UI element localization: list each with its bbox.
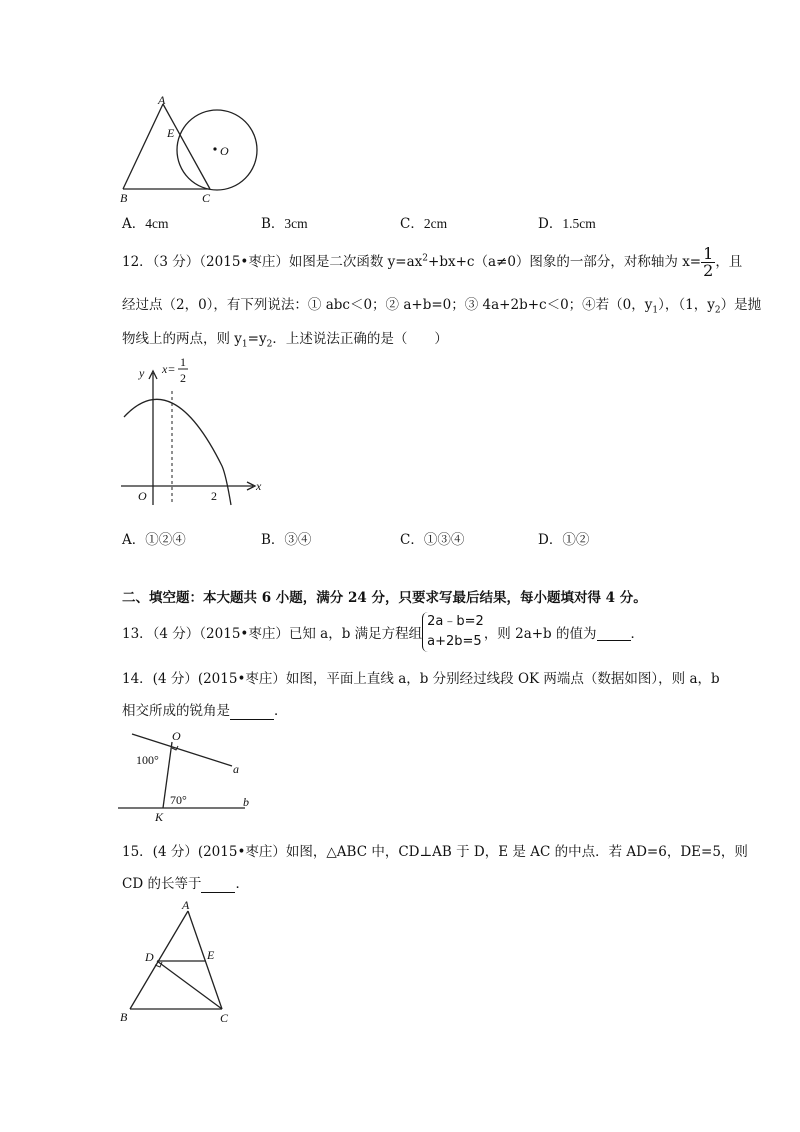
frac-num: 1 bbox=[703, 244, 714, 263]
label-d: D bbox=[145, 950, 154, 964]
q11-option-c bbox=[400, 212, 447, 232]
equation-system bbox=[422, 612, 484, 652]
option-text: ①②④ bbox=[145, 532, 186, 548]
option-label: D． bbox=[538, 532, 563, 548]
label-den: 2 bbox=[180, 371, 186, 385]
label-angle-70: 70° bbox=[170, 793, 187, 807]
label-c: C bbox=[202, 191, 211, 205]
label-b: B bbox=[120, 1010, 128, 1024]
q12-option-b bbox=[261, 528, 311, 548]
equation-2: a+2b=5 bbox=[427, 634, 482, 649]
option-text: 2cm bbox=[423, 216, 448, 231]
q12-line-3 bbox=[122, 327, 448, 350]
option-text: 1.5cm bbox=[562, 216, 596, 231]
label-k: K bbox=[155, 810, 164, 824]
q11-option-d bbox=[538, 212, 596, 232]
q15-end: ． bbox=[235, 876, 249, 892]
q12-fraction bbox=[701, 246, 715, 279]
label-b: b bbox=[243, 795, 249, 809]
q12-line-2 bbox=[122, 293, 761, 316]
q12-text-b: +bx+c（a≠0）图象的一部分，对称轴为 x= bbox=[428, 254, 702, 270]
q14-line-1: 14．(4 分）(2015•枣庄）如图，平面上直线 a，b 分别经过线段 OK 两端点（数据如图），则 a，b bbox=[122, 671, 720, 687]
q12-option-c bbox=[400, 528, 464, 548]
q12-text-c: ，且 bbox=[715, 254, 743, 270]
q14-text: 相交所成的锐角是 bbox=[122, 703, 230, 719]
answer-blank[interactable] bbox=[597, 624, 631, 641]
q12-text-e: ），（1，y bbox=[658, 297, 715, 313]
q12-sub: 2 bbox=[714, 305, 721, 316]
q12-sub: 1 bbox=[241, 339, 248, 350]
q12-line-1 bbox=[122, 246, 742, 279]
label-num: 1 bbox=[180, 355, 186, 369]
label-a: A bbox=[182, 898, 190, 912]
q14-line-2 bbox=[122, 699, 288, 720]
q12-option-d bbox=[538, 528, 589, 548]
option-text: ①③④ bbox=[423, 532, 465, 548]
q12-sub: 2 bbox=[266, 339, 273, 350]
figure-triangle-circle bbox=[110, 92, 280, 207]
q12-text-d: 经过点（2，0），有下列说法：① abc＜0；② a+b=0；③ 4a+2b+c＜0；④若（0，y bbox=[122, 297, 653, 313]
frac-den: 2 bbox=[703, 261, 714, 280]
q12-text-h: =y bbox=[247, 331, 267, 347]
option-label: D． bbox=[538, 216, 563, 232]
q11-option-b bbox=[261, 212, 308, 232]
q13-prefix: 13．（4 分）（2015•枣庄）已知 a，b 满足方程组 bbox=[122, 626, 423, 642]
label-two: 2 bbox=[211, 489, 217, 503]
q13-suffix: ，则 2a+b 的值为 bbox=[483, 626, 597, 642]
q12-text-i: ．上述说法正确的是（ ） bbox=[272, 331, 448, 347]
option-text: 4cm bbox=[145, 216, 169, 231]
q15-text: CD 的长等于 bbox=[122, 876, 202, 892]
label-e: E bbox=[167, 126, 175, 140]
option-label: C． bbox=[400, 216, 424, 232]
q13-end: ． bbox=[630, 626, 644, 642]
option-text: 3cm bbox=[284, 216, 308, 231]
figure-lines bbox=[110, 726, 270, 826]
q15-line-2 bbox=[122, 872, 249, 893]
answer-blank[interactable] bbox=[201, 876, 235, 893]
q11-option-a bbox=[122, 212, 169, 232]
label-a: a bbox=[233, 762, 239, 776]
label-axis: x= bbox=[162, 362, 176, 376]
label-c: C bbox=[220, 1011, 229, 1025]
q14-end: ． bbox=[274, 703, 288, 719]
figure-parabola bbox=[118, 355, 268, 515]
option-label: A． bbox=[122, 216, 146, 232]
section-heading: 二、填空题：本大题共 6 小题，满分 24 分，只要求写最后结果，每小题填对得 4 分。 bbox=[122, 590, 647, 606]
q12-text-g: 物线上的两点，则 y bbox=[122, 331, 242, 347]
option-label: B． bbox=[261, 216, 285, 232]
label-b: B bbox=[120, 191, 128, 205]
option-label: C． bbox=[400, 532, 424, 548]
label-o: O bbox=[172, 729, 181, 743]
q12-text-f: ）是抛 bbox=[720, 297, 762, 313]
label-y: y bbox=[139, 366, 145, 380]
q13 bbox=[122, 612, 644, 652]
q12-sup: 2 bbox=[422, 253, 429, 264]
label-o: O bbox=[220, 144, 229, 158]
label-o: O bbox=[138, 489, 147, 503]
q12-text-a: 12．（3 分）（2015•枣庄）如图是二次函数 y=ax bbox=[122, 254, 423, 270]
option-label: B． bbox=[261, 532, 285, 548]
label-angle-100: 100° bbox=[136, 753, 159, 767]
answer-blank[interactable] bbox=[230, 703, 274, 720]
label-a: A bbox=[158, 93, 166, 107]
label-e: E bbox=[207, 948, 215, 962]
figure-triangle-abc bbox=[110, 895, 240, 1030]
equation-1: 2a﹣b=2 bbox=[427, 614, 484, 629]
option-label: A． bbox=[122, 532, 146, 548]
q15-line-1: 15．(4 分）(2015•枣庄）如图，△ABC 中，CD⊥AB 于 D，E 是 AC 的中点．若 AD=6，DE=5，则 bbox=[122, 844, 748, 860]
q12-sub: 1 bbox=[652, 305, 659, 316]
label-x: x bbox=[256, 479, 262, 493]
option-text: ③④ bbox=[284, 532, 312, 548]
option-text: ①② bbox=[562, 532, 590, 548]
q12-option-a bbox=[122, 528, 186, 548]
